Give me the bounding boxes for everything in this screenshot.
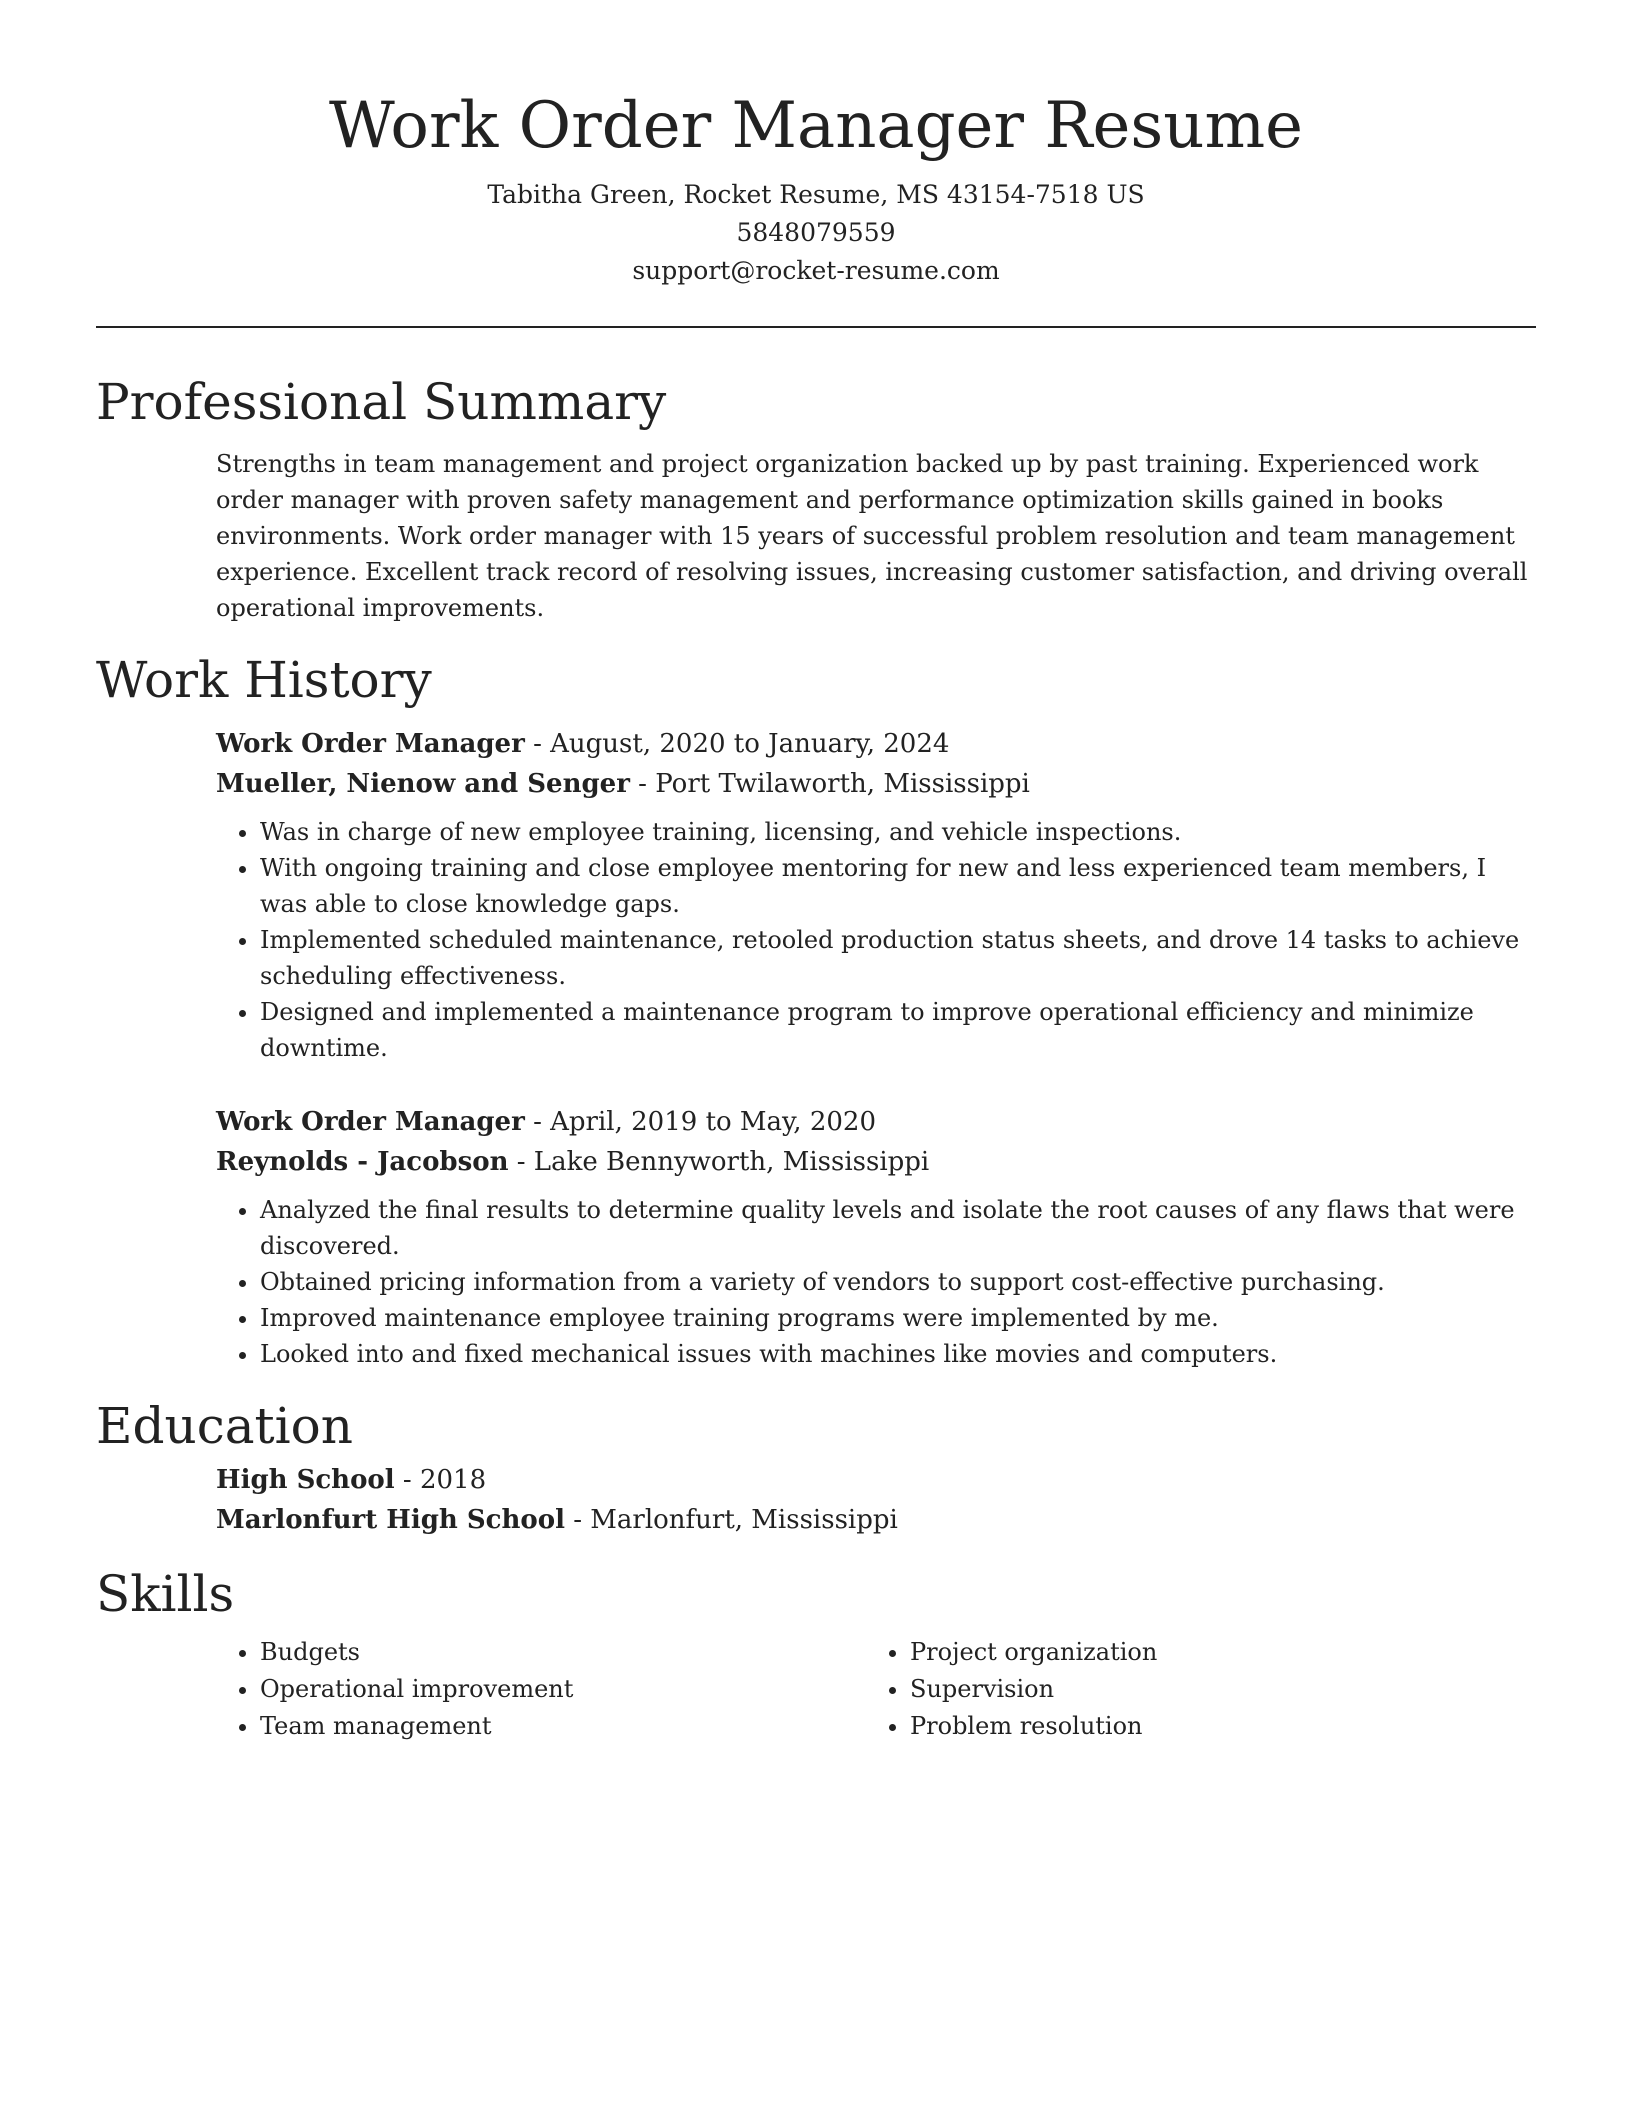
resume-header bbox=[96, 0, 1536, 290]
skill-item: • Budgets bbox=[260, 1634, 866, 1671]
skills-columns bbox=[216, 1634, 1536, 1745]
skills-body bbox=[96, 1634, 1536, 1745]
job-dates: - April, 2019 to May, 2020 bbox=[524, 1107, 876, 1137]
education-degree: High School bbox=[216, 1465, 395, 1495]
skill-item: • Operational improvement bbox=[260, 1671, 866, 1708]
skills-column-left bbox=[216, 1634, 866, 1745]
job-company: Mueller, Nienow and Senger bbox=[216, 769, 630, 799]
job-title-line bbox=[216, 1102, 1536, 1142]
job-company: Reynolds - Jacobson bbox=[216, 1147, 509, 1177]
skills-section bbox=[96, 1560, 1536, 1745]
education-section bbox=[96, 1392, 1536, 1540]
skills-column-right bbox=[866, 1634, 1516, 1745]
job-company-line bbox=[216, 1142, 1536, 1182]
skills-heading: Skills bbox=[96, 1565, 235, 1623]
job-location: - Lake Bennyworth, Mississippi bbox=[508, 1147, 930, 1177]
job-bullet: • Was in charge of new employee training, licensing, and vehicle inspections. bbox=[260, 814, 1536, 850]
work-history-section bbox=[96, 646, 1536, 1372]
work-history-body bbox=[96, 724, 1536, 1372]
job-bullet: • Improved maintenance employee training programs were implemented by me. bbox=[260, 1300, 1536, 1336]
summary-text: Strengths in team management and project organization backed up by past training. Experienced work order manager with proven safety management and performance optimization skills gained in books environments. Work order manager with 15 years of successful problem resolution and team management experience. Excellent track record of resolving issues, increasing customer satisfaction, and driving overall operational improvements. bbox=[216, 450, 1528, 622]
job-bullet: • Obtained pricing information from a variety of vendors to support cost-effective purchasing. bbox=[260, 1264, 1536, 1300]
skill-item: • Problem resolution bbox=[910, 1708, 1516, 1745]
contact-address: Tabitha Green, Rocket Resume, MS 43154-7518 US bbox=[487, 180, 1145, 209]
education-body bbox=[96, 1460, 1536, 1540]
job-dates: - August, 2020 to January, 2024 bbox=[524, 729, 950, 759]
education-school: Marlonfurt High School bbox=[216, 1505, 565, 1535]
job-bullet: • Designed and implemented a maintenance program to improve operational efficiency and minimize downtime. bbox=[260, 994, 1536, 1066]
contact-email: support@rocket-resume.com bbox=[632, 256, 1000, 285]
summary-section bbox=[96, 368, 1536, 626]
education-school-line bbox=[216, 1500, 1536, 1540]
education-heading: Education bbox=[96, 1397, 353, 1455]
contact-block bbox=[96, 176, 1536, 290]
job-location: - Port Twilaworth, Mississippi bbox=[629, 769, 1030, 799]
resume-title: Work Order Manager Resume bbox=[328, 89, 1304, 163]
header-divider bbox=[96, 326, 1536, 328]
job-company-line bbox=[216, 764, 1536, 804]
job-bullet: • With ongoing training and close employee mentoring for new and less experienced team members, I was able to close knowledge gaps. bbox=[260, 850, 1536, 922]
job-bullets bbox=[216, 814, 1536, 1066]
work-history-heading: Work History bbox=[96, 651, 432, 709]
summary-heading: Professional Summary bbox=[96, 373, 667, 431]
education-year: - 2018 bbox=[394, 1465, 487, 1495]
job-bullet: • Implemented scheduled maintenance, retooled production status sheets, and drove 14 tasks to achieve scheduling effectiveness. bbox=[260, 922, 1536, 994]
summary-body bbox=[96, 446, 1536, 626]
job-entry bbox=[216, 724, 1536, 1066]
skill-item: • Project organization bbox=[910, 1634, 1516, 1671]
job-bullet: • Looked into and fixed mechanical issues with machines like movies and computers. bbox=[260, 1336, 1536, 1372]
education-location: - Marlonfurt, Mississippi bbox=[564, 1505, 898, 1535]
job-position: Work Order Manager bbox=[216, 729, 525, 759]
skill-item: • Supervision bbox=[910, 1671, 1516, 1708]
contact-phone: 5848079559 bbox=[736, 218, 896, 247]
education-degree-line bbox=[216, 1460, 1536, 1500]
job-title-line bbox=[216, 724, 1536, 764]
job-position: Work Order Manager bbox=[216, 1107, 525, 1137]
job-entry bbox=[216, 1102, 1536, 1372]
job-bullets bbox=[216, 1192, 1536, 1372]
skill-item: • Team management bbox=[260, 1708, 866, 1745]
job-bullet: • Analyzed the final results to determine quality levels and isolate the root causes of any flaws that were discovered. bbox=[260, 1192, 1536, 1264]
